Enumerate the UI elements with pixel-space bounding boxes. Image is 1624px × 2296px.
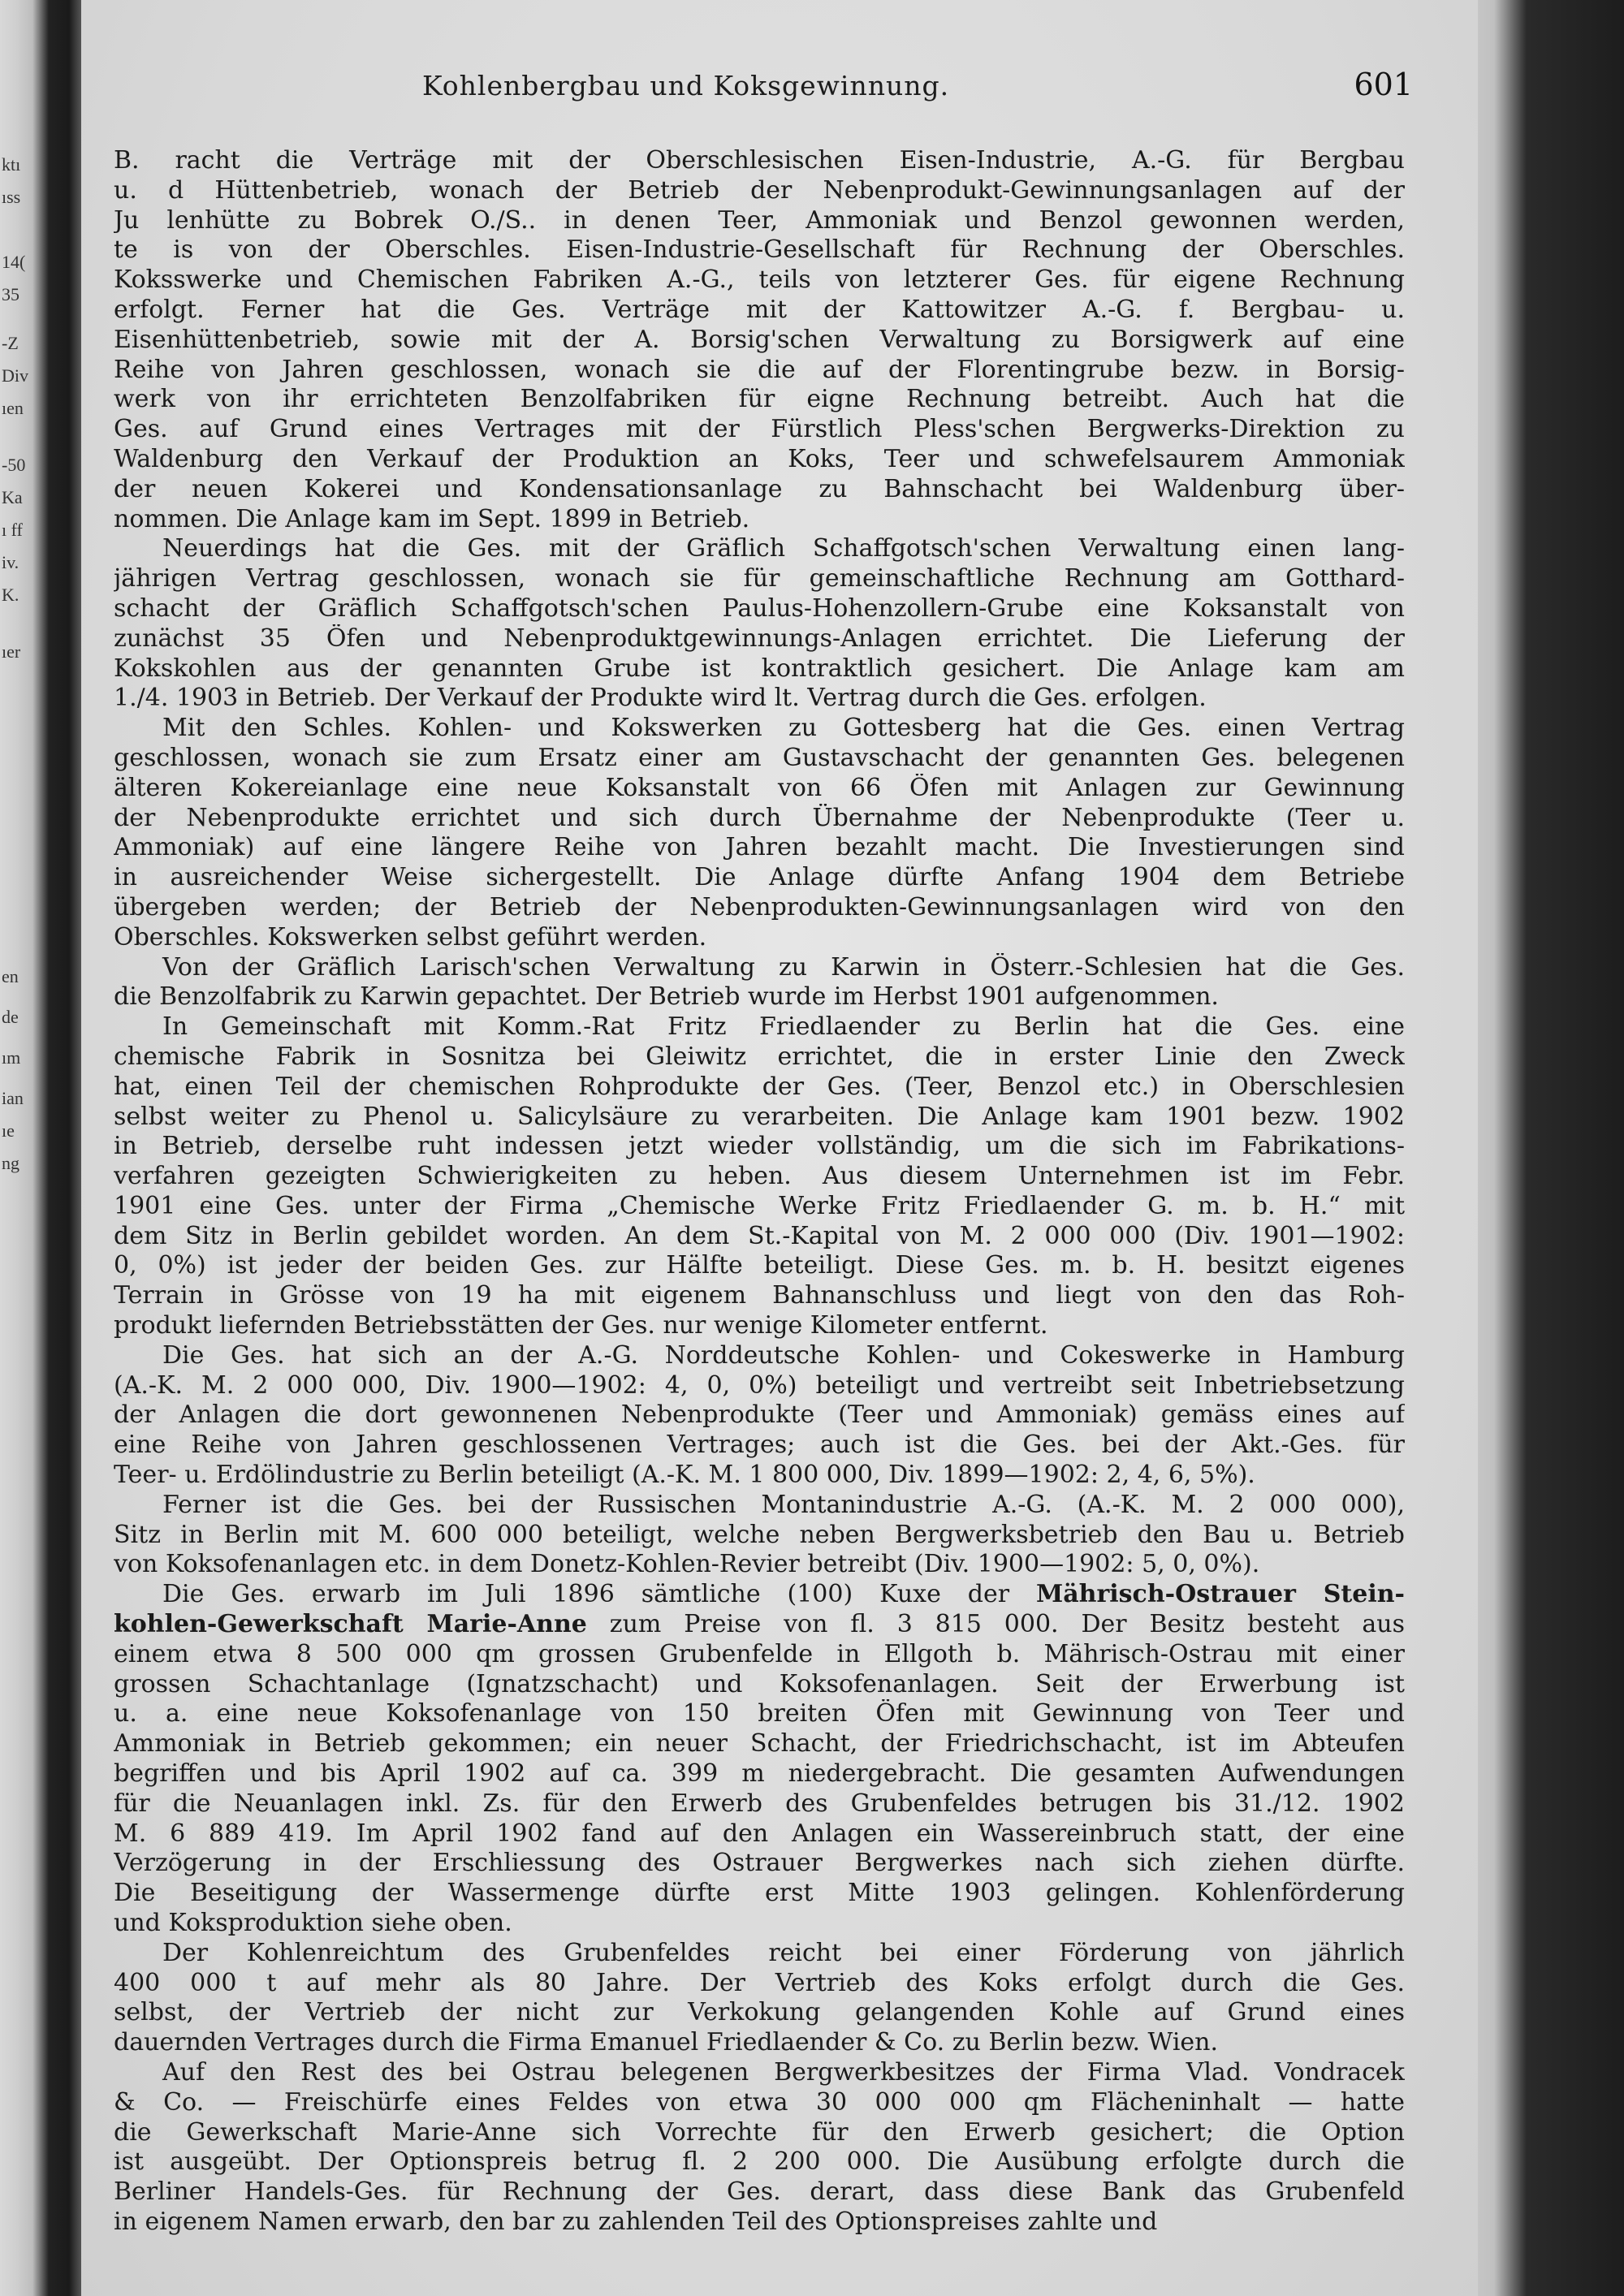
text-line: & Co. — Freischürfe eines Feldes von etwa 30 000 000 qm Flächeninhalt — hatte [114, 2087, 1405, 2117]
text-line: Die Beseitigung der Wassermenge dürfte erst Mitte 1903 gelingen. Kohlenförderung [114, 1879, 1405, 1908]
text-line: selbst weiter zu Phenol u. Salicylsäure zu verarbeiten. Die Anlage kam 1901 bezw. 1902 [114, 1102, 1405, 1131]
text-line: selbst, der Vertrieb der nicht zur Verkokung gelangenden Kohle auf Grund eines [114, 1998, 1405, 2027]
text-line: begriffen und bis April 1902 auf ca. 399 m niedergebracht. Die gesamten Aufwendungen [114, 1759, 1405, 1789]
text-line: Von der Gräflich Larisch'schen Verwaltung zu Karwin in Österr.-Schlesien hat die Ges. [162, 952, 1405, 982]
text-line: u. d Hüttenbetrieb, wonach der Betrieb der Nebenprodukt-Gewinnungsanlagen auf der [114, 175, 1405, 205]
text-line: eine Reihe von Jahren geschlossenen Vertrages; auch ist die Ges. bei der Akt.-Ges. für [114, 1431, 1405, 1460]
binding-fragment: ıe [2, 1120, 15, 1141]
text-line: in Betrieb, derselbe ruht indessen jetzt wieder vollständig, um die sich im Fabrikations- [114, 1132, 1405, 1161]
text-line: Kokskohlen aus der genannten Grube ist kontraktlich gesichert. Die Anlage kam am [114, 654, 1405, 683]
text-line: ist ausgeübt. Der Optionspreis betrug fl. 2 200 000. Die Ausübung erfolgte durch die [114, 2147, 1405, 2177]
paragraph [114, 1341, 1405, 1491]
binding-fragment: 14( [2, 252, 26, 272]
text-line: schacht der Gräflich Schaffgotsch'schen Paulus-Hohenzollern-Grube eine Koksanstalt von [114, 593, 1405, 623]
paragraph [114, 1012, 1405, 1341]
paragraph [114, 1580, 1405, 1939]
binding-fragment: ian [2, 1088, 24, 1108]
binding-fragment: Div [2, 365, 28, 386]
paragraph [114, 146, 1405, 534]
text-line: Sitz in Berlin mit M. 600 000 beteiligt, welche neben Bergwerksbetrieb den Bau u. Betrieb [114, 1520, 1405, 1549]
text-line: Terrain in Grösse von 19 ha mit eigenem Bahnanschluss und liegt von den das Roh- [114, 1281, 1405, 1310]
text-line: zunächst 35 Öfen und Nebenproduktgewinnungs-Anlagen errichtet. Die Lieferung der [114, 624, 1405, 653]
text-line: Ju lenhütte zu Bobrek O./S.. in denen Teer, Ammoniak und Benzol gewonnen werden, [114, 205, 1405, 235]
text-line: Die Ges. hat sich an der A.-G. Norddeutsche Kohlen- und Cokeswerke in Hamburg [162, 1340, 1405, 1370]
text-line: Reihe von Jahren geschlossen, wonach sie die auf der Florentingrube bezw. in Borsig- [114, 355, 1405, 384]
binding-fragment: ng [2, 1153, 19, 1173]
text-line: (A.-K. M. 2 000 000, Div. 1900—1902: 4, 0, 0%) beteiligt und vertreibt seit Inbetriebsetzung [114, 1370, 1405, 1400]
binding-fragment: 35 [2, 284, 19, 304]
binding-fragment: ıss [2, 187, 21, 207]
binding-fragment: ıen [2, 398, 24, 418]
text-line: Ferner ist die Ges. bei der Russischen Montanindustrie A.-G. (A.-K. M. 2 000 000), [162, 1490, 1405, 1519]
text-line: Auf den Rest des bei Ostrau belegenen Bergwerkbesitzes der Firma Vlad. Vondracek [162, 2058, 1405, 2087]
text-line: erfolgt. Ferner hat die Ges. Verträge mit der Kattowitzer A.-G. f. Bergbau- u. [114, 295, 1405, 324]
adjacent-page-fragments [0, 0, 32, 2296]
text-line: Neuerdings hat die Ges. mit der Gräflich Schaffgotsch'schen Verwaltung einen lang- [162, 534, 1405, 563]
text-line: 1901 eine Ges. unter der Firma „Chemische Werke Fritz Friedlaender G. m. b. H.“ mit [114, 1191, 1405, 1220]
text-line: der neuen Kokerei und Kondensationsanlage zu Bahnschacht bei Waldenburg über- [114, 474, 1405, 503]
binding-fragment: ım [2, 1047, 21, 1068]
page-number: 601 [1354, 67, 1413, 102]
text-line: nommen. Die Anlage kam im Sept. 1899 in Betrieb. [114, 504, 750, 533]
body-text [114, 146, 1405, 2238]
text-line: produkt liefernden Betriebsstätten der Ges. nur wenige Kilometer entfernt. [114, 1311, 1048, 1340]
text-line: in ausreichender Weise sichergestellt. Die Anlage dürfte Anfang 1904 dem Betriebe [114, 863, 1405, 892]
text-line: Koksswerke und Chemischen Fabriken A.-G., teils von letzterer Ges. für eigene Rechnung [114, 265, 1405, 295]
text-line: Der Kohlenreichtum des Grubenfeldes reicht bei einer Förderung von jährlich [162, 1938, 1405, 1967]
paragraph [114, 714, 1405, 952]
text-line: Eisenhüttenbetrieb, sowie mit der A. Borsig'schen Verwaltung zu Borsigwerk auf eine [114, 325, 1405, 354]
binding-fragment: ı ff [2, 520, 23, 540]
text-line: M. 6 889 419. Im April 1902 fand auf den Anlagen ein Wassereinbruch statt, der eine [114, 1819, 1405, 1848]
text-line: Teer- u. Erdölindustrie zu Berlin beteiligt (A.-K. M. 1 800 000, Div. 1899—1902: 2, 4, 6, 5%). [114, 1461, 1255, 1490]
text-line: übergeben werden; der Betrieb der Nebenprodukten-Gewinnungsanlagen wird von den [114, 892, 1405, 921]
text-line: dem Sitz in Berlin gebildet worden. An dem St.-Kapital von M. 2 000 000 (Div. 1901—1902: [114, 1221, 1405, 1250]
text-line: die Gewerkschaft Marie-Anne sich Vorrechte für den Erwerb gesichert; die Option [114, 2117, 1405, 2147]
text-line: älteren Kokereianlage eine neue Koksanstalt von 66 Öfen mit Anlagen zur Gewinnung [114, 773, 1405, 802]
binding-fragment: ktı [2, 154, 21, 175]
running-title: Kohlenbergbau und Koksgewinnung. [422, 70, 950, 101]
text-line: te is von der Oberschles. Eisen-Industrie-Gesellschaft für Rechnung der Oberschles. [114, 235, 1405, 265]
text-line: jährigen Vertrag geschlossen, wonach sie für gemeinschaftliche Rechnung am Gotthard- [114, 564, 1405, 593]
paragraph [114, 1491, 1405, 1580]
binding-fragment: en [2, 966, 19, 986]
binding-fragment: iv. [2, 552, 19, 572]
text-line: in eigenem Namen erwarb, den bar zu zahlenden Teil des Optionspreises zahlte und [114, 2207, 1158, 2236]
binding-fragment: -Z [2, 333, 19, 353]
text-line: chemische Fabrik in Sosnitza bei Gleiwitz errichtet, die in erster Linie den Zweck [114, 1042, 1405, 1071]
text-line: einem etwa 8 500 000 qm grossen Grubenfelde in Ellgoth b. Mährisch-Ostrau mit einer [114, 1639, 1405, 1668]
binding-fragment: de [2, 1007, 19, 1027]
text-line: u. a. eine neue Koksofenanlage von 150 breiten Öfen mit Gewinnung von Teer und [114, 1699, 1405, 1728]
text-line: hat, einen Teil der chemischen Rohprodukte der Ges. (Teer, Benzol etc.) in Oberschlesien [114, 1072, 1405, 1101]
binding-fragment: Ka [2, 487, 23, 507]
binding-fragment: -50 [2, 455, 26, 475]
document-page [81, 0, 1478, 2296]
text-line: werk von ihr errichteten Benzolfabriken für eigne Rechnung betreibt. Auch hat die [114, 385, 1405, 414]
text-line: Oberschles. Kokswerken selbst geführt werden. [114, 922, 707, 952]
text-line: Ammoniak in Betrieb gekommen; ein neuer Schacht, der Friedrichschacht, ist im Abteufen [114, 1729, 1405, 1759]
text-line: Ges. auf Grund eines Vertrages mit der Fürstlich Pless'schen Bergwerks-Direktion zu [114, 415, 1405, 444]
text-line: Berliner Handels-Ges. für Rechnung der Ges. derart, dass diese Bank das Grubenfeld [114, 2177, 1405, 2207]
binding-fragment: ıer [2, 641, 21, 662]
paragraph [114, 953, 1405, 1013]
text-line: grossen Schachtanlage (Ignatzschacht) und Koksofenanlagen. Seit der Erwerbung ist [114, 1669, 1405, 1698]
paragraph [114, 1939, 1405, 2058]
text-line: Verzögerung in der Erschliessung des Ostrauer Bergwerkes nach sich ziehen dürfte. [114, 1849, 1405, 1878]
text-line: Mit den Schles. Kohlen- und Kokswerken zu Gottesberg hat die Ges. einen Vertrag [162, 714, 1405, 743]
text-line: verfahren gezeigten Schwierigkeiten zu heben. Aus diesem Unternehmen ist im Febr. [114, 1162, 1405, 1191]
text-line: Ammoniak) auf eine längere Reihe von Jahren bezahlt macht. Die Investierungen sind [114, 833, 1405, 862]
text-line: 400 000 t auf mehr als 80 Jahre. Der Vertrieb des Koks erfolgt durch die Ges. [114, 1968, 1405, 1997]
text-line: Waldenburg den Verkauf der Produktion an Koks, Teer und schwefelsaurem Ammoniak [114, 444, 1405, 473]
text-line: für die Neuanlagen inkl. Zs. für den Erwerb des Grubenfeldes betrugen bis 31./12. 1902 [114, 1789, 1405, 1818]
text-line: die Benzolfabrik zu Karwin gepachtet. Der Betrieb wurde im Herbst 1901 aufgenommen. [114, 982, 1219, 1012]
text-line: der Nebenprodukte errichtet und sich durch Übernahme der Nebenprodukte (Teer u. [114, 803, 1405, 832]
text-line: und Koksproduktion siehe oben. [114, 1909, 512, 1938]
paragraph [114, 534, 1405, 714]
text-line: Die Ges. erwarb im Juli 1896 sämtliche (100) Kuxe der Mährisch-Ostrauer Stein- [162, 1580, 1405, 1609]
text-line: In Gemeinschaft mit Komm.-Rat Fritz Friedlaender zu Berlin hat die Ges. eine [162, 1012, 1405, 1042]
text-line: kohlen-Gewerkschaft Marie-Anne zum Preise von fl. 3 815 000. Der Besitz besteht aus [114, 1610, 1405, 1639]
text-line: geschlossen, wonach sie zum Ersatz einer am Gustavschacht der genannten Ges. belegenen [114, 743, 1405, 772]
text-line: dauernden Vertrages durch die Firma Emanuel Friedlaender & Co. zu Berlin bezw. Wien. [114, 2028, 1219, 2057]
text-line: der Anlagen die dort gewonnenen Nebenprodukte (Teer und Ammoniak) gemäss eines auf [114, 1400, 1405, 1430]
text-line: 0, 0%) ist jeder der beiden Ges. zur Hälfte beteiligt. Diese Ges. m. b. H. besitzt eigenes [114, 1251, 1405, 1280]
running-header [422, 67, 1413, 110]
text-line: B. racht die Verträge mit der Oberschlesischen Eisen-Industrie, A.-G. für Bergbau [114, 146, 1405, 175]
text-line: 1./4. 1903 in Betrieb. Der Verkauf der Produkte wird lt. Vertrag durch die Ges. erfolgen. [114, 684, 1207, 713]
text-line: von Koksofenanlagen etc. in dem Donetz-Kohlen-Revier betreibt (Div. 1900—1902: 5, 0, 0%). [114, 1550, 1260, 1579]
binding-fragment: K. [2, 585, 19, 605]
paragraph [114, 2058, 1405, 2238]
